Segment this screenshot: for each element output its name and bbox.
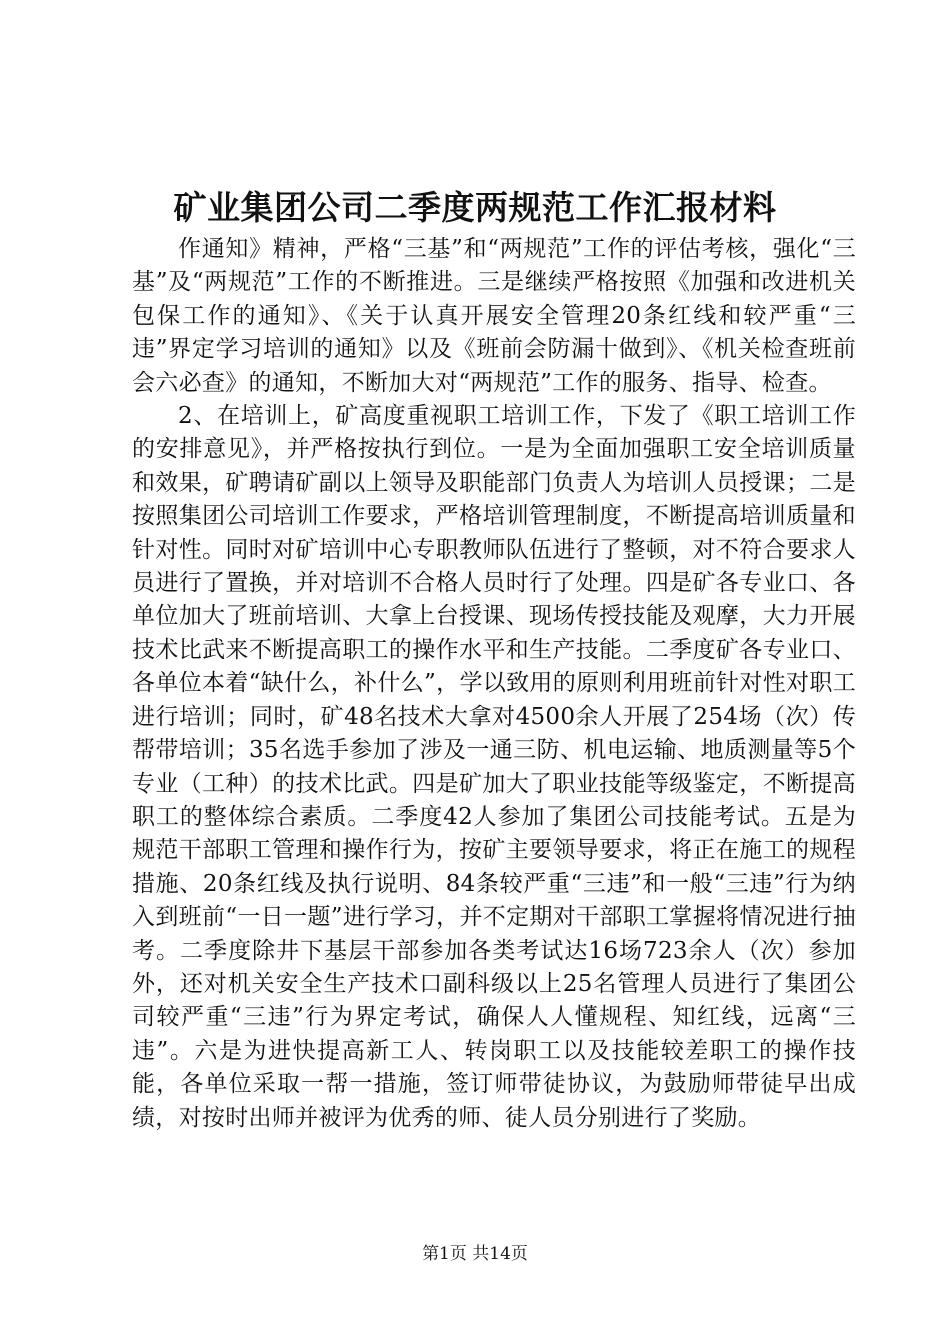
- document-body: [132, 233, 856, 1135]
- page-number-footer: 第1页 共14页: [422, 1244, 528, 1264]
- paragraph-2: 2、在培训上，矿高度重视职工培训工作，下发了《职工培训工作的安排意见》，并严格按执行到位。一是为全面加强职工安全培训质量和效果，矿聘请矿副以上领导及职能部门负责人为培训人员授课；二是按照集团公司培训工作要求，严格培训管理制度，不断提高培训质量和针对性。同时对矿培训中心专职教师队伍进行了整顿，对不符合要求人员进行了置换，并对培训不合格人员时行了处理。四是矿各专业口、各单位加大了班前培训、大拿上台授课、现场传授技能及观摩，大力开展技术比武来不断提高职工的操作水平和生产技能。二季度矿各专业口、各单位本着“缺什么，补什么”，学以致用的原则利用班前针对性对职工进行培训；同时，矿48名技术大拿对4500余人开展了254场（次）传帮带培训；35名选手参加了涉及一通三防、机电运输、地质测量等5个专业（工种）的技术比武。四是矿加大了职业技能等级鉴定，不断提高职工的整体综合素质。二季度42人参加了集团公司技能考试。五是为规范干部职工管理和操作行为，按矿主要领导要求，将正在施工的规程措施、20条红线及执行说明、84条较严重“三违”和一般“三违”行为纳入到班前“一日一题”进行学习，并不定期对干部职工掌握将情况进行抽考。二季度除井下基层干部参加各类考试达16场723余人（次）参加外，还对机关安全生产技术口副科级以上25名管理人员进行了集团公司较严重“三违”行为界定考试，确保人人懂规程、知红线，远离“三违”。六是为进快提高新工人、转岗职工以及技能较差职工的操作技能，各单位采取一帮一措施，签订师带徒协议，为鼓励师带徒早出成绩，对按时出师并被评为优秀的师、徒人员分别进行了奖励。: [132, 403, 856, 1131]
- paragraph-1: 作通知》精神，严格“三基”和“两规范”工作的评估考核，强化“三基”及“两规范”工作的不断推进。三是继续严格按照《加强和改进机关包保工作的通知》、《关于认真开展安全管理20条红线和较严重“三违”界定学习培训的通知》以及《班前会防漏十做到》、《机关检查班前会六必查》的通知，不断加大对“两规范”工作的服务、指导、检查。: [132, 236, 856, 396]
- document-title: 矿业集团公司二季度两规范工作汇报材料: [173, 188, 777, 227]
